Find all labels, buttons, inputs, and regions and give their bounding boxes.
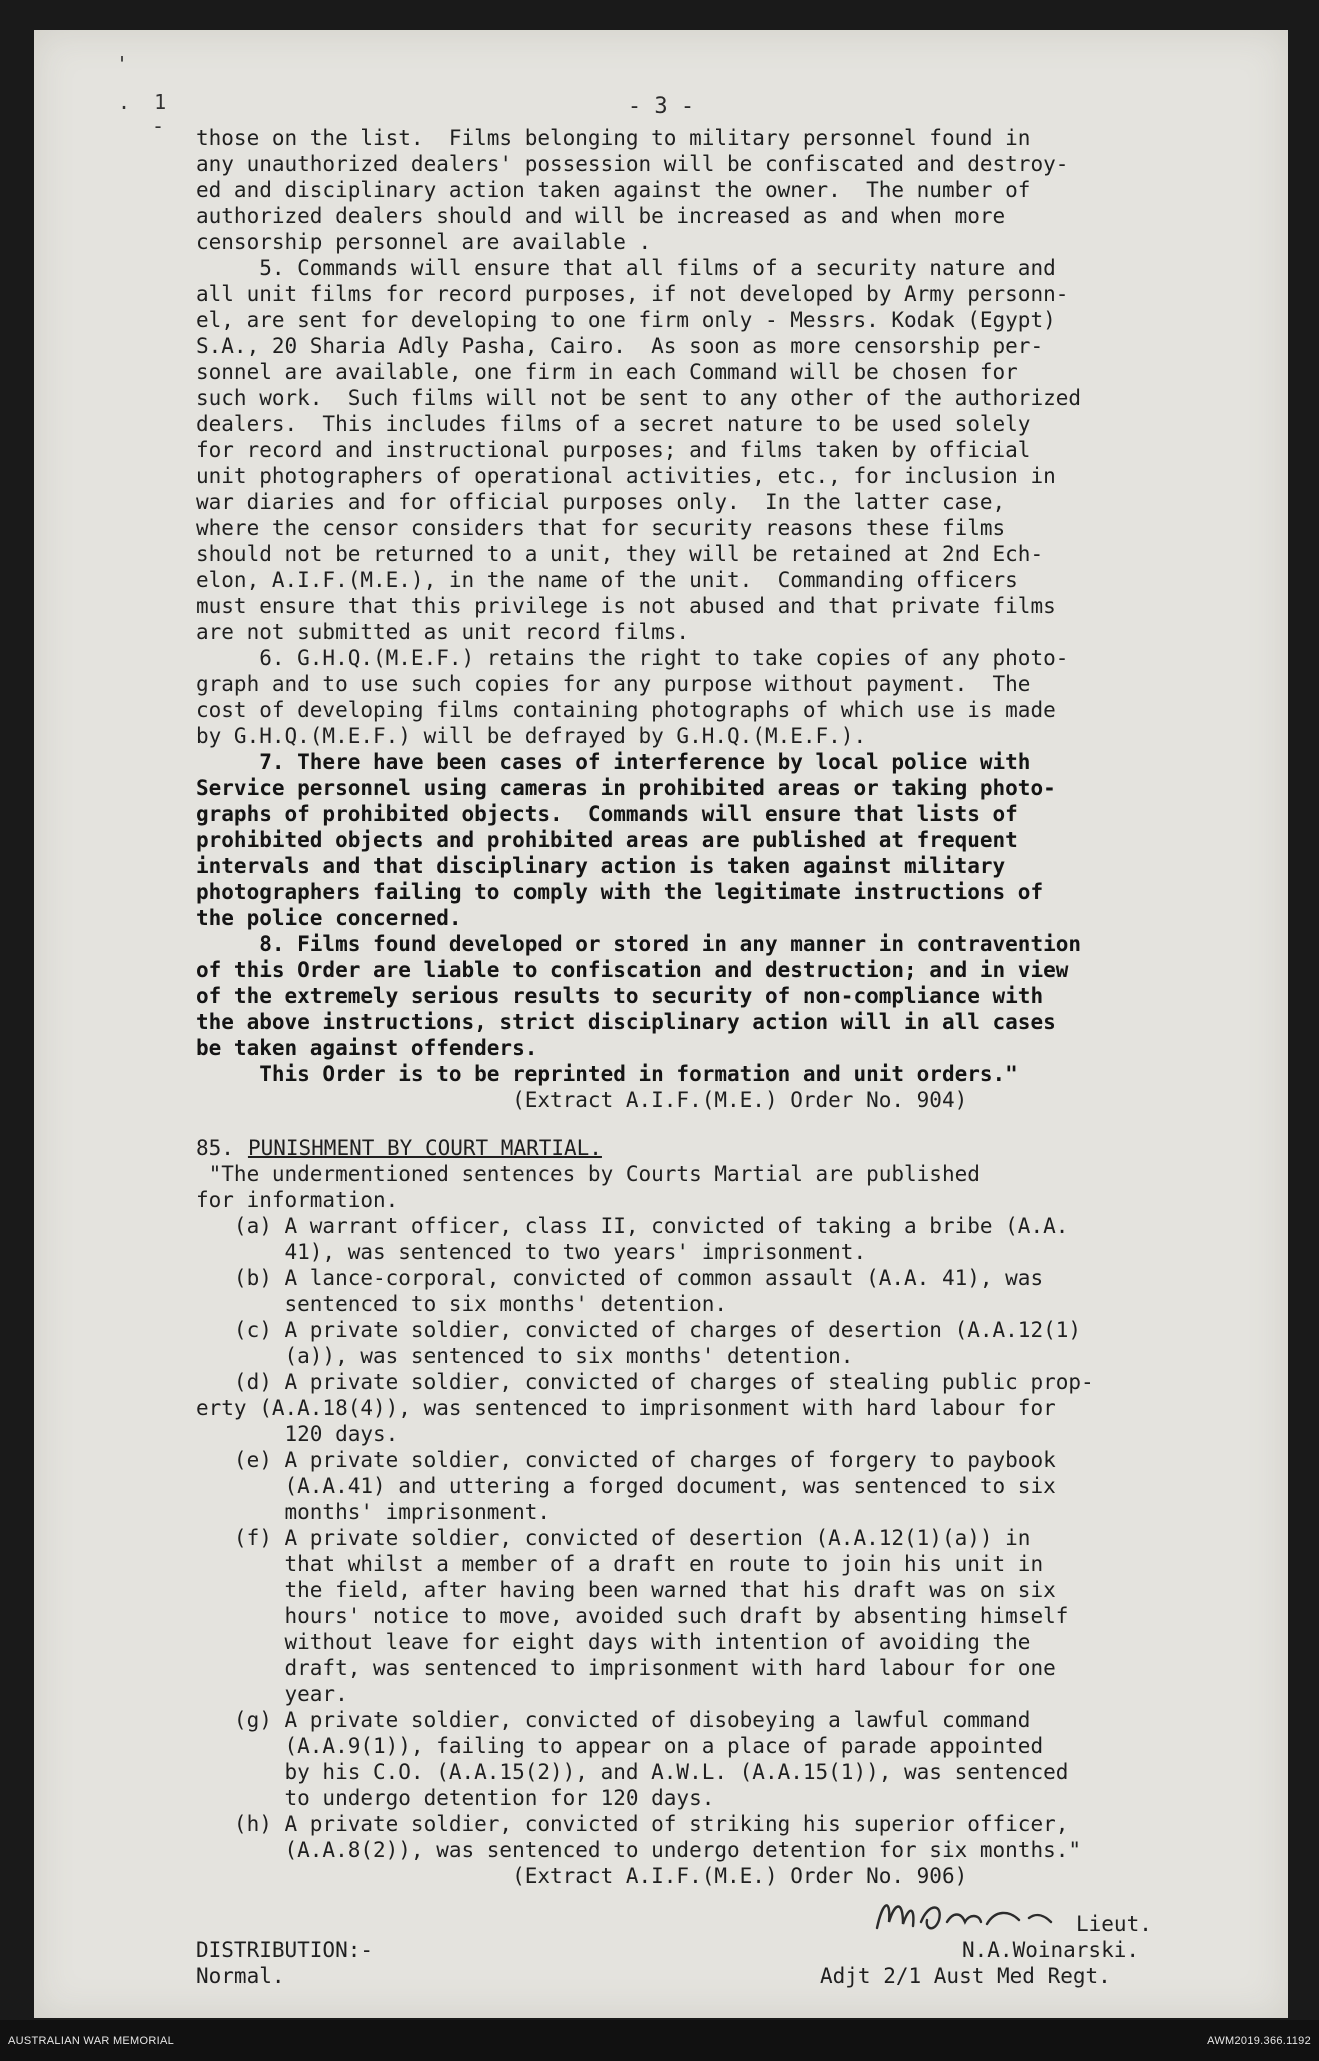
sentence-item-line: to undergo detention for 120 days.: [196, 1786, 715, 1810]
sentence-item-line: by his C.O. (A.A.15(2)), and A.W.L. (A.A.15(1)), was sentenced: [196, 1760, 1069, 1784]
para-5-line: are not submitted as unit record films.: [196, 620, 690, 644]
sentence-item-line: (a) A warrant officer, class II, convicted of taking a bribe (A.A.: [196, 1214, 1069, 1238]
sentence-item-line: 41), was sentenced to two years' imprisonment.: [196, 1240, 867, 1264]
para-5-line: where the censor considers that for security reasons these films: [196, 516, 1006, 540]
document-page: [34, 30, 1288, 2018]
margin-mark: -: [152, 114, 165, 138]
para-7-line: 7. There have been cases of interference by local police with: [196, 750, 1031, 774]
sentence-item-line: (e) A private soldier, convicted of charges of forgery to paybook: [196, 1448, 1056, 1472]
para-5-line: all unit films for record purposes, if not developed by Army personn-: [196, 282, 1069, 306]
para-7-line: prohibited objects and prohibited areas are published at frequent: [196, 828, 1018, 852]
para-4-line: authorized dealers should and will be increased as and when more: [196, 204, 1006, 228]
section-number: 85.: [196, 1136, 234, 1160]
para-4-line: ed and disciplinary action taken against the owner. The number of: [196, 178, 1031, 202]
extract-line: (Extract A.I.F.(M.E.) Order No. 906): [196, 1864, 968, 1888]
section-intro-line: for information.: [196, 1188, 399, 1212]
sentence-item-line: erty (A.A.18(4)), was sentenced to imprisonment with hard labour for: [196, 1396, 1056, 1420]
para-4-line: any unauthorized dealers' possession will be confiscated and destroy-: [196, 152, 1069, 176]
sentence-item-line: (h) A private soldier, convicted of striking his superior officer,: [196, 1812, 1069, 1836]
sentence-item-line: 120 days.: [196, 1422, 399, 1446]
signature-name: N.A.Woinarski.: [962, 1938, 1140, 1962]
sentence-item-line: without leave for eight days with intention of avoiding the: [196, 1630, 1031, 1654]
para-8-line: 8. Films found developed or stored in any manner in contravention: [196, 932, 1082, 956]
sentence-item-line: months' imprisonment.: [196, 1500, 551, 1524]
para-6-line: 6. G.H.Q.(M.E.F.) retains the right to take copies of any photo-: [196, 646, 1069, 670]
sentence-item-line: sentenced to six months' detention.: [196, 1292, 728, 1316]
para-4-line: censorship personnel are available .: [196, 230, 652, 254]
footer-right-label: AWM2019.366.1192: [1207, 2034, 1311, 2047]
para-8-line: be taken against offenders.: [196, 1036, 538, 1060]
signature-rank: Lieut.: [1076, 1912, 1152, 1936]
handwritten-signature: [869, 1892, 1129, 1940]
para-5-line: should not be returned to a unit, they will be retained at 2nd Ech-: [196, 542, 1044, 566]
para-5-line: such work. Such films will not be sent to any other of the authorized: [196, 386, 1082, 410]
para-7-line: the police concerned.: [196, 906, 462, 930]
extract-line: (Extract A.I.F.(M.E.) Order No. 904): [196, 1088, 968, 1112]
sentence-item-line: that whilst a member of a draft en route to join his unit in: [196, 1552, 1044, 1576]
sentence-item-line: (c) A private soldier, convicted of charges of desertion (A.A.12(1): [196, 1318, 1082, 1342]
para-8-line: of this Order are liable to confiscation and destruction; and in view: [196, 958, 1069, 982]
para-7-line: intervals and that disciplinary action is taken against military: [196, 854, 1006, 878]
para-6-line: by G.H.Q.(M.E.F.) will be defrayed by G.H.Q.(M.E.F.).: [196, 724, 867, 748]
para-7-line: Service personnel using cameras in prohibited areas or taking photo-: [196, 776, 1056, 800]
para-5-line: sonnel are available, one firm in each Command will be chosen for: [196, 360, 1018, 384]
distribution-label: DISTRIBUTION:-: [196, 1938, 374, 1962]
sentence-item-line: (d) A private soldier, convicted of charges of stealing public prop-: [196, 1370, 1094, 1394]
sentence-item-line: the field, after having been warned that his draft was on six: [196, 1578, 1056, 1602]
para-5-line: 5. Commands will ensure that all films of a security nature and: [196, 256, 1056, 280]
sentence-item-line: year.: [196, 1682, 348, 1706]
para-5-line: dealers. This includes films of a secret nature to be used solely: [196, 412, 1031, 436]
sentence-item-line: (b) A lance-corporal, convicted of common assault (A.A. 41), was: [196, 1266, 1044, 1290]
para-5-line: S.A., 20 Sharia Adly Pasha, Cairo. As soon as more censorship per-: [196, 334, 1044, 358]
para-5-line: must ensure that this privilege is not abused and that private films: [196, 594, 1056, 618]
archive-footer: [0, 2020, 1319, 2061]
margin-mark: . 1: [118, 90, 167, 114]
section-title: PUNISHMENT BY COURT MARTIAL.: [247, 1136, 602, 1160]
para-5-line: for record and instructional purposes; and films taken by official: [196, 438, 1031, 462]
para-7-line: photographers failing to comply with the legitimate instructions of: [196, 880, 1044, 904]
margin-mark: ': [116, 52, 129, 76]
para-5-line: war diaries and for official purposes only. In the latter case,: [196, 490, 1006, 514]
para-7-line: graphs of prohibited objects. Commands will ensure that lists of: [196, 802, 1018, 826]
sentence-item-line: (A.A.9(1)), failing to appear on a place of parade appointed: [196, 1734, 1044, 1758]
sentence-item-line: (A.A.41) and uttering a forged document, was sentenced to six: [196, 1474, 1056, 1498]
para-6-line: cost of developing films containing photographs of which use is made: [196, 698, 1056, 722]
reprint-line: This Order is to be reprinted in formation and unit orders.": [196, 1062, 1018, 1086]
sentence-item-line: draft, was sentenced to imprisonment with hard labour for one: [196, 1656, 1056, 1680]
para-8-line: the above instructions, strict disciplinary action will in all cases: [196, 1010, 1056, 1034]
section-intro-line: "The undermentioned sentences by Courts Martial are published: [196, 1162, 980, 1186]
distribution-value: Normal.: [196, 1964, 285, 1988]
para-5-line: elon, A.I.F.(M.E.), in the name of the unit. Commanding officers: [196, 568, 1018, 592]
signature-appointment: Adjt 2/1 Aust Med Regt.: [820, 1964, 1111, 1988]
para-8-line: of the extremely serious results to security of non-compliance with: [196, 984, 1044, 1008]
sentence-item-line: (f) A private soldier, convicted of desertion (A.A.12(1)(a)) in: [196, 1526, 1031, 1550]
para-6-line: graph and to use such copies for any purpose without payment. The: [196, 672, 1031, 696]
sentence-item-line: (a)), was sentenced to six months' detention.: [196, 1344, 854, 1368]
sentence-item-line: (g) A private soldier, convicted of disobeying a lawful command: [196, 1708, 1031, 1732]
page-number: - 3 -: [627, 94, 695, 119]
footer-left-label: AUSTRALIAN WAR MEMORIAL: [8, 2034, 175, 2047]
para-5-line: el, are sent for developing to one firm only - Messrs. Kodak (Egypt): [196, 308, 1056, 332]
sentence-item-line: (A.A.8(2)), was sentenced to undergo detention for six months.": [196, 1838, 1082, 1862]
para-5-line: unit photographers of operational activities, etc., for inclusion in: [196, 464, 1056, 488]
section-85-heading: [196, 1135, 602, 1161]
para-4-line: those on the list. Films belonging to military personnel found in: [196, 126, 1031, 150]
sentence-item-line: hours' notice to move, avoided such draft by absenting himself: [196, 1604, 1069, 1628]
